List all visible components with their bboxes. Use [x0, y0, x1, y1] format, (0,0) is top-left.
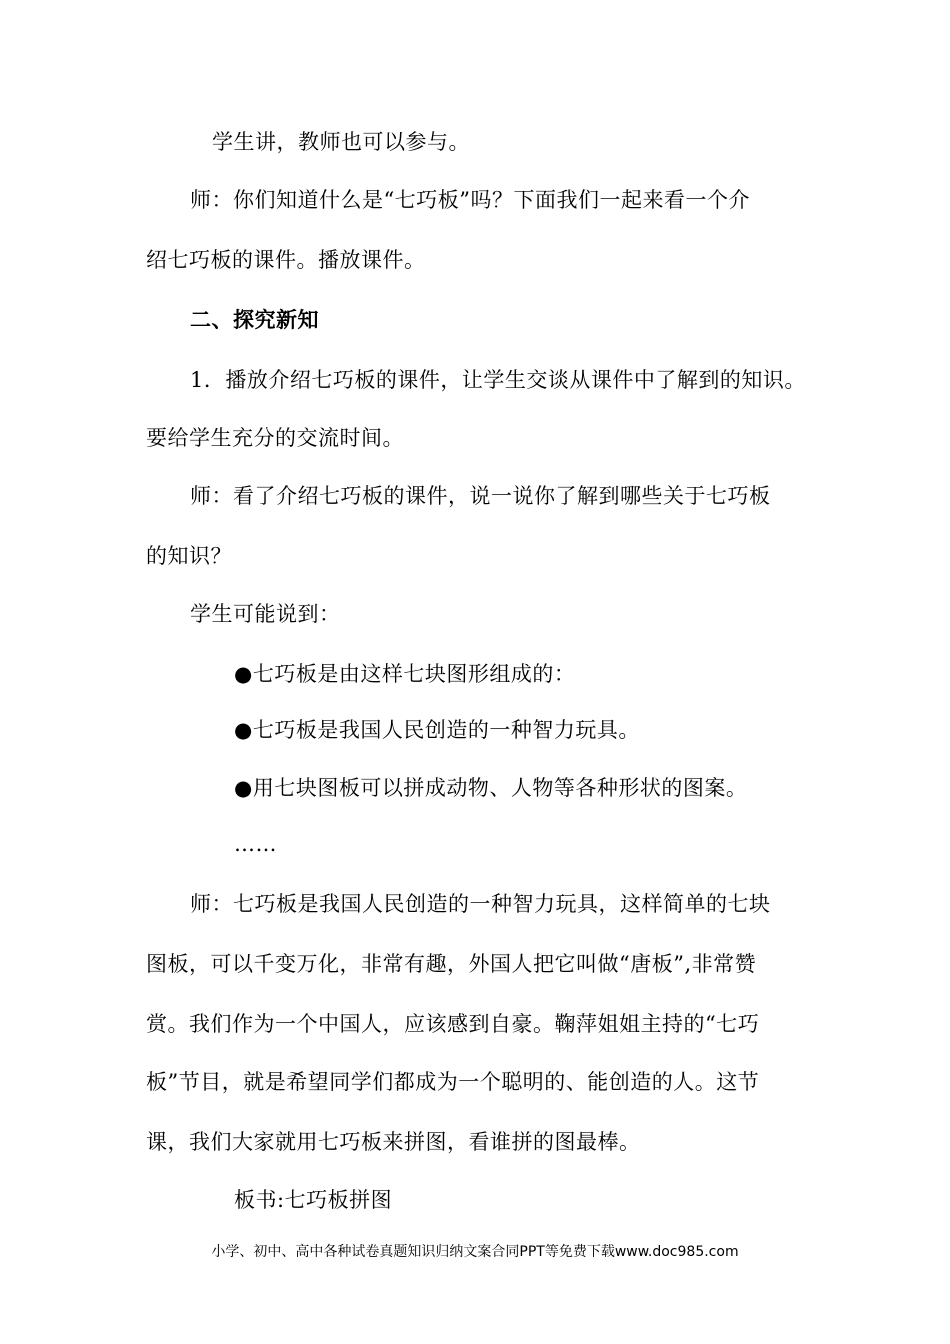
paragraph-line: 绍七巧板的课件。播放课件。: [146, 248, 426, 272]
bullet-item: ●用七块图板可以拼成动物、人物等各种形状的图案。: [234, 776, 748, 800]
paragraph-line: 师：你们知道什么是“七巧板”吗？下面我们一起来看一个介: [190, 188, 750, 212]
section-heading: 二、探究新知: [190, 307, 319, 332]
paragraph-line: 课，我们大家就用七巧板来拼图，看谁拼的图最棒。: [146, 1130, 641, 1154]
paragraph-line: 的知识？: [146, 544, 232, 568]
paragraph-line: 图板，可以千变万化，非常有趣，外国人把它叫做“唐板”,非常赞: [146, 952, 757, 976]
paragraph-line: 赏。我们作为一个中国人，应该感到自豪。鞠萍姐姐主持的“七巧: [146, 1012, 760, 1036]
paragraph-line: 学生讲，教师也可以参与。: [212, 130, 470, 154]
paragraph-line: 板”节目，就是希望同学们都成为一个聪明的、能创造的人。这节: [146, 1070, 760, 1094]
page-footer: 小学、初中、高中各种试卷真题知识归纳文案合同PPT等免费下载www.doc985.com: [211, 1244, 739, 1260]
bullet-item: ●七巧板是我国人民创造的一种智力玩具。: [234, 718, 640, 742]
paragraph-line: 1．播放介绍七巧板的课件，让学生交谈从课件中了解到的知识。: [190, 368, 806, 392]
bullet-item: ●七巧板是由这样七块图形组成的：: [234, 662, 576, 686]
paragraph-line: 师：看了介绍七巧板的课件，说一说你了解到哪些关于七巧板: [190, 484, 771, 508]
ellipsis-line: ……: [234, 832, 277, 856]
paragraph-line: 要给学生充分的交流时间。: [146, 426, 404, 450]
paragraph-line: 师：七巧板是我国人民创造的一种智力玩具，这样简单的七块: [190, 892, 771, 916]
paragraph-line: 学生可能说到：: [190, 602, 341, 626]
blackboard-note: 板书:七巧板拼图: [234, 1188, 393, 1212]
